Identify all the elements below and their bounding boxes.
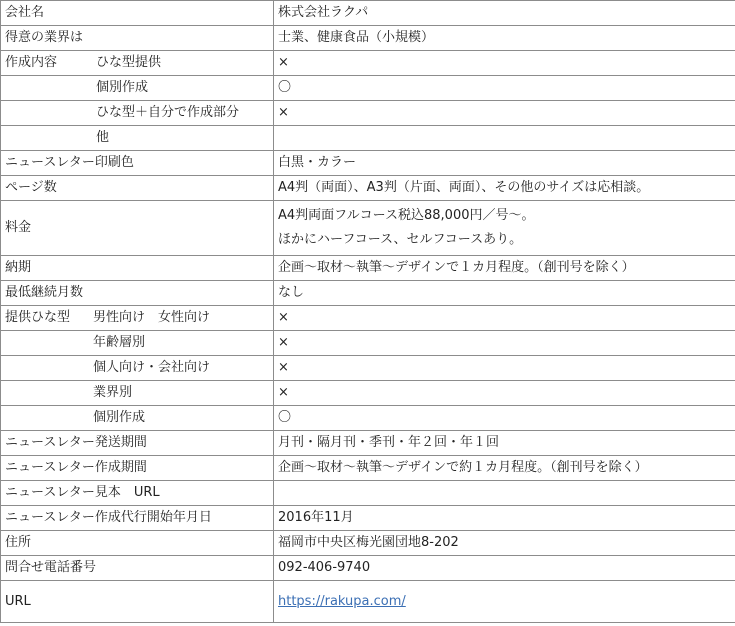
row-value: 株式会社ラクパ xyxy=(274,1,735,26)
row-value: × xyxy=(274,51,735,76)
table-row xyxy=(1,456,735,481)
row-label: 得意の業界は xyxy=(1,26,274,51)
table-row xyxy=(1,531,735,556)
table-row xyxy=(1,151,735,176)
table-row xyxy=(1,406,735,431)
row-label: URL xyxy=(1,581,274,623)
row-value: × xyxy=(274,101,735,126)
row-label: 最低継続月数 xyxy=(1,281,274,306)
row-value xyxy=(274,126,735,151)
row-value: × xyxy=(274,381,735,406)
table-row xyxy=(1,101,735,126)
table-row xyxy=(1,306,735,331)
row-value: 企画～取材～執筆～デザインで約１カ月程度。（創刊号を除く） xyxy=(274,456,735,481)
table-row xyxy=(1,26,735,51)
sub-label: ひな型提供 xyxy=(96,55,162,70)
table-row xyxy=(1,201,735,256)
sub-label: ひな型＋自分で作成部分 xyxy=(96,105,240,120)
row-label xyxy=(1,51,274,76)
table-row xyxy=(1,51,735,76)
sub-label: 年齢層別 xyxy=(93,335,146,350)
row-value: A4判（両面）、A3判（片面、両面）、その他のサイズは応相談。 xyxy=(274,176,735,201)
row-label xyxy=(1,101,274,126)
table-row xyxy=(1,76,735,101)
row-value: 〇 xyxy=(274,406,735,431)
price-line-1: A4判両面フルコース税込88,000円／号～。 xyxy=(278,208,535,223)
row-label xyxy=(1,126,274,151)
row-value: 2016年11月 xyxy=(274,506,735,531)
sub-label: 男性向け 女性向け xyxy=(93,310,211,325)
table-row xyxy=(1,331,735,356)
row-label xyxy=(1,356,274,381)
table-row xyxy=(1,581,735,623)
group-label: 提供ひな型 xyxy=(5,310,71,325)
table-row xyxy=(1,1,735,26)
row-value: 092-406-9740 xyxy=(274,556,735,581)
row-label: 会社名 xyxy=(1,1,274,26)
row-label: ページ数 xyxy=(1,176,274,201)
row-value: 福岡市中央区梅光園団地8-202 xyxy=(274,531,735,556)
group-label: 作成内容 xyxy=(5,55,58,70)
row-label: ニュースレター印刷色 xyxy=(1,151,274,176)
row-label xyxy=(1,381,274,406)
row-value: なし xyxy=(274,281,735,306)
sub-label: 個人向け・会社向け xyxy=(93,360,211,375)
sub-label: 個別作成 xyxy=(96,80,149,95)
row-value: 企画～取材～執筆～デザインで１カ月程度。（創刊号を除く） xyxy=(274,256,735,281)
row-value xyxy=(274,481,735,506)
website-link[interactable]: https://rakupa.com/ xyxy=(278,593,406,609)
row-label: ニュースレター見本 URL xyxy=(1,481,274,506)
sub-label: 業界別 xyxy=(93,385,133,400)
table-row xyxy=(1,356,735,381)
price-line-2: ほかにハーフコース、セルフコースあり。 xyxy=(278,232,523,247)
row-label: 料金 xyxy=(1,201,274,256)
row-label xyxy=(1,306,274,331)
sub-label: 他 xyxy=(96,130,110,145)
row-label: ニュースレター作成期間 xyxy=(1,456,274,481)
table-row xyxy=(1,256,735,281)
table-row xyxy=(1,481,735,506)
table-row xyxy=(1,431,735,456)
row-value: × xyxy=(274,356,735,381)
row-label: 住所 xyxy=(1,531,274,556)
table-row xyxy=(1,556,735,581)
row-label: 納期 xyxy=(1,256,274,281)
row-value: 〇 xyxy=(274,76,735,101)
row-value: 士業、健康食品（小規模） xyxy=(274,26,735,51)
row-label xyxy=(1,406,274,431)
row-label: ニュースレター作成代行開始年月日 xyxy=(1,506,274,531)
row-value: 白黒・カラー xyxy=(274,151,735,176)
table-row xyxy=(1,506,735,531)
row-label: ニュースレター発送期間 xyxy=(1,431,274,456)
row-label xyxy=(1,331,274,356)
row-value: × xyxy=(274,306,735,331)
row-value: 月刊・隔月刊・季刊・年２回・年１回 xyxy=(274,431,735,456)
row-value: × xyxy=(274,331,735,356)
table-row xyxy=(1,381,735,406)
row-label: 問合せ電話番号 xyxy=(1,556,274,581)
row-value xyxy=(274,201,735,256)
row-value xyxy=(274,581,735,623)
table-row xyxy=(1,176,735,201)
table-row xyxy=(1,281,735,306)
row-label xyxy=(1,76,274,101)
sub-label: 個別作成 xyxy=(93,410,146,425)
table-row xyxy=(1,126,735,151)
